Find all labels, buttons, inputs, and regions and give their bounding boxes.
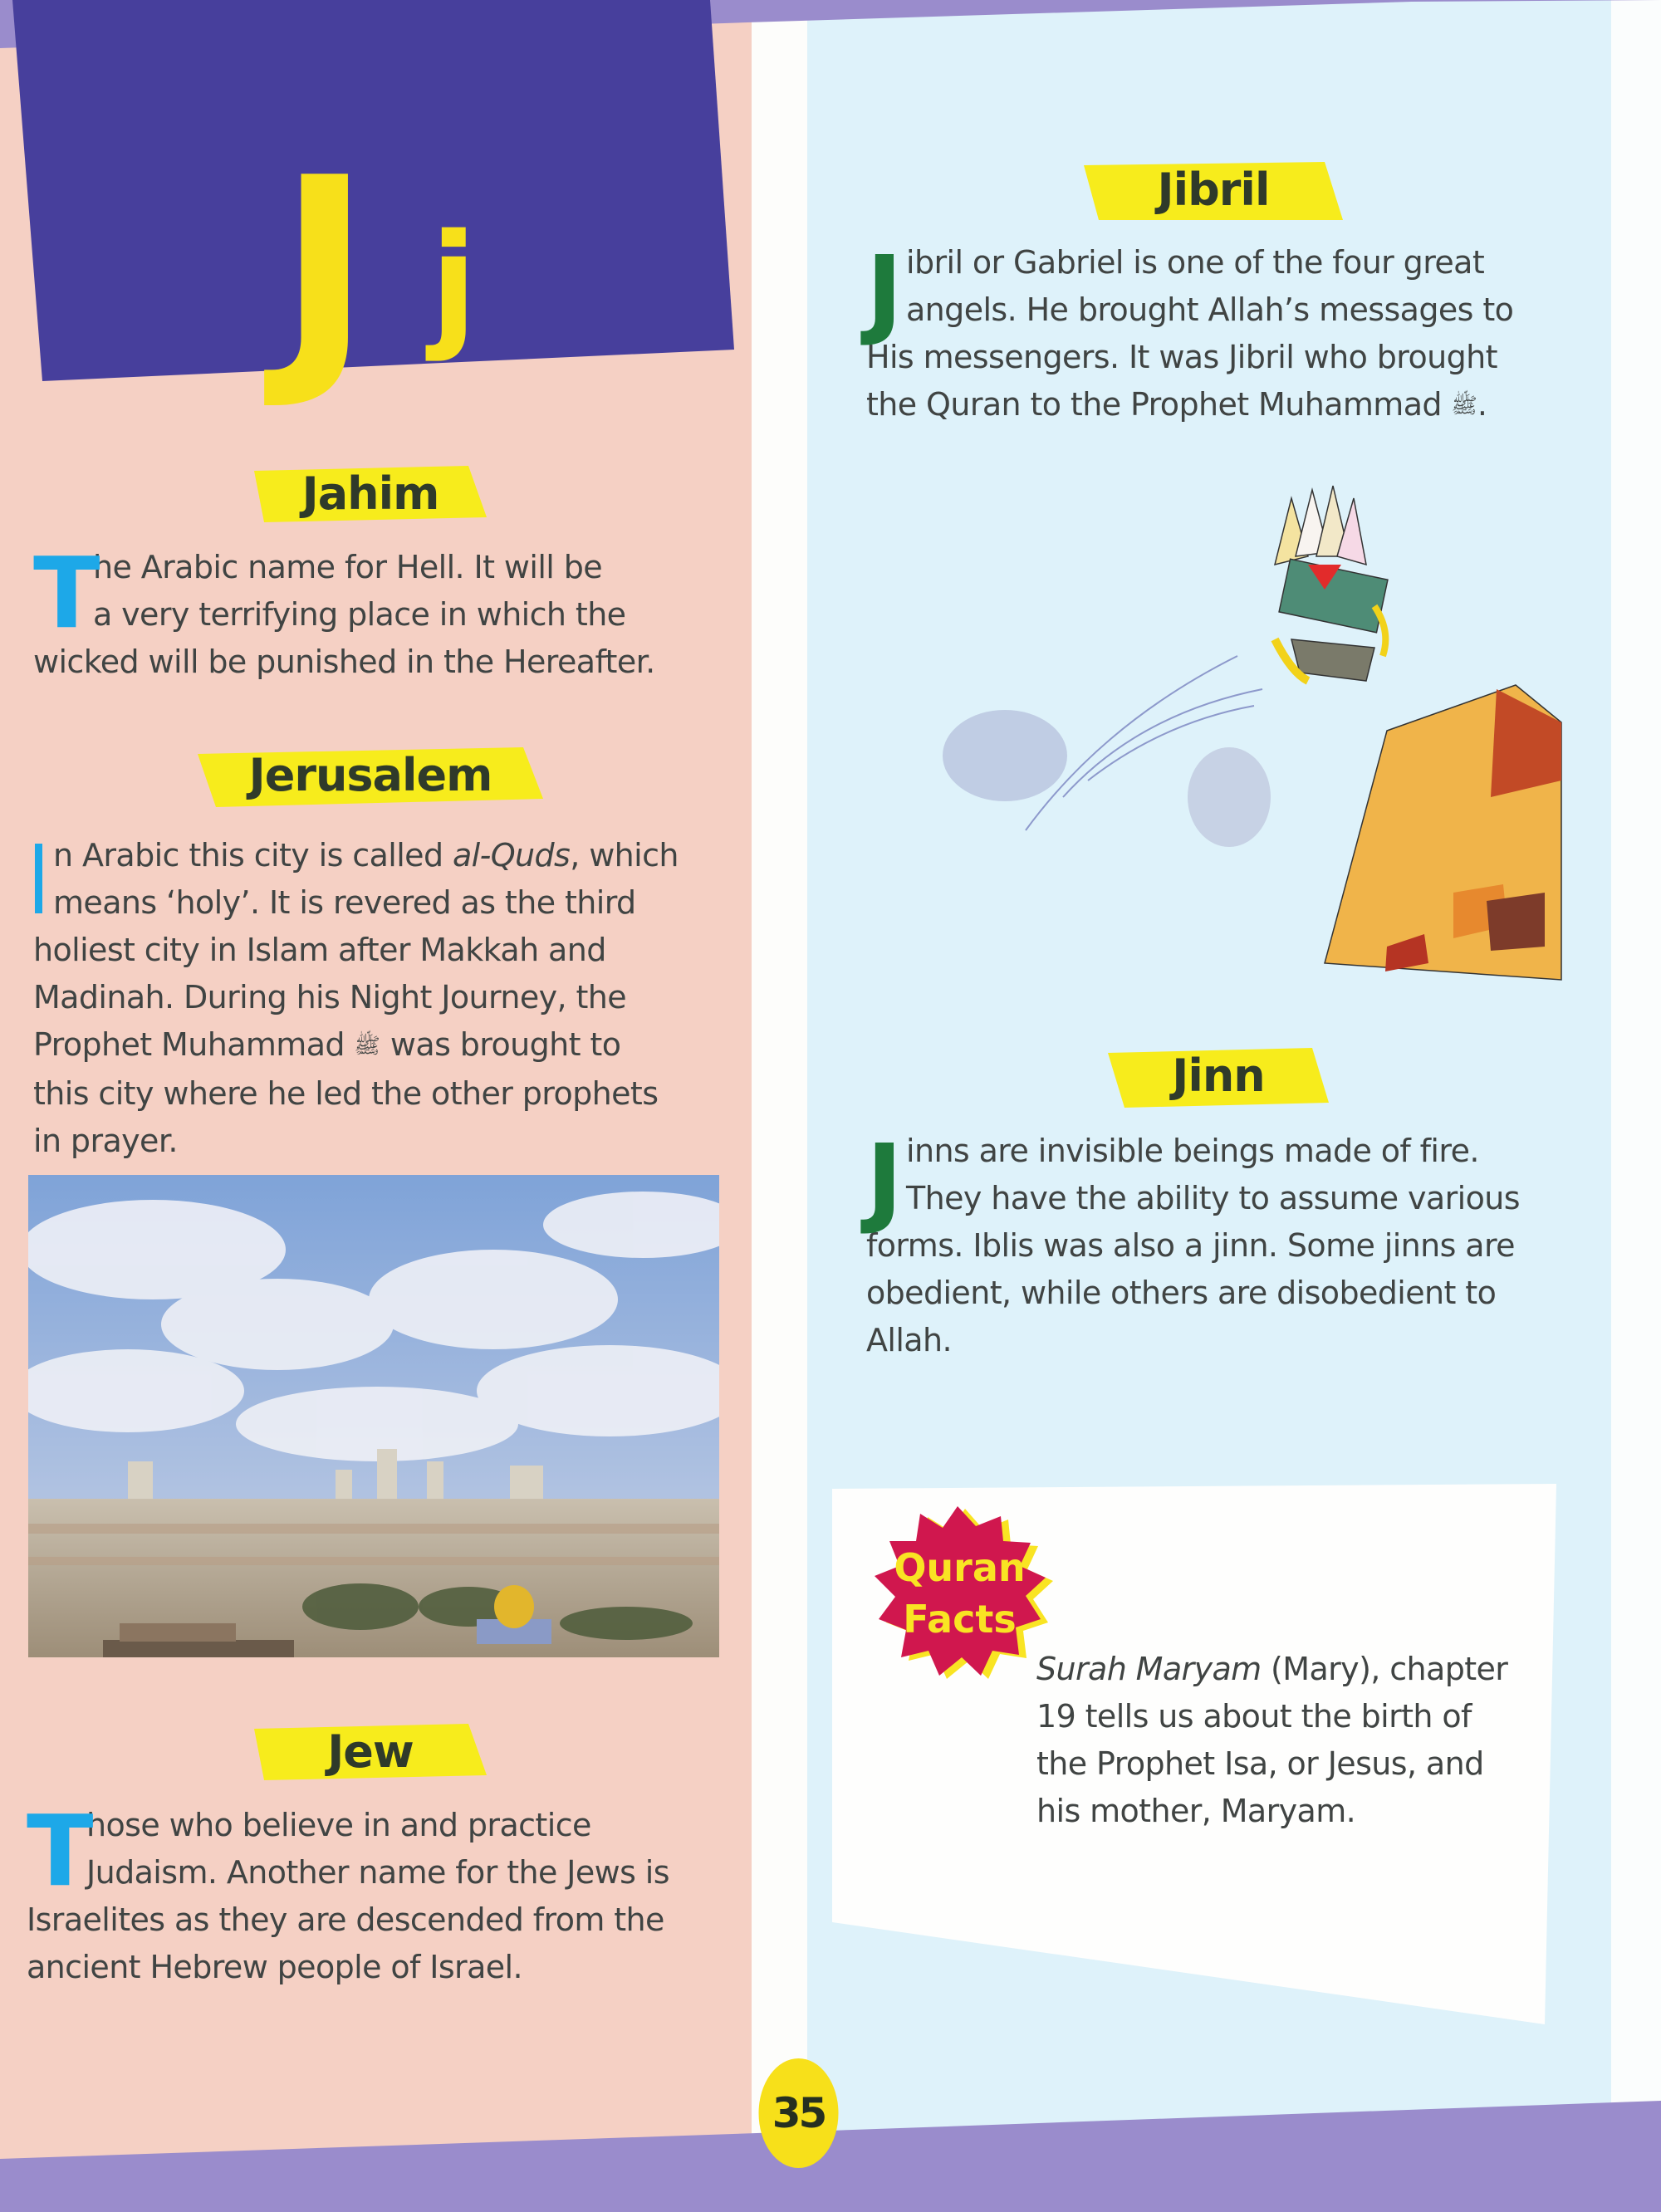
heading-jinn-text: Jinn — [1172, 1050, 1265, 1102]
text-line: means ‘holy’. It is revered as the third — [53, 884, 636, 921]
text-line: holiest city in Islam after Makkah and — [33, 932, 606, 968]
text-line: angels. He brought Allah’s messages to — [906, 291, 1514, 328]
badge-line-facts: Facts — [903, 1597, 1017, 1642]
entry-jibril-body — [866, 234, 1597, 430]
text-line: ancient Hebrew people of Israel. — [27, 1949, 522, 1985]
heading-jew — [254, 1724, 487, 1780]
pbuh-ligature-icon: ﷺ — [1451, 394, 1477, 418]
text-line: His messengers. It was Jibril who brought — [866, 339, 1497, 375]
drop-cap: T — [27, 1794, 93, 1908]
heading-jibril-text: Jibril — [1157, 164, 1270, 216]
drop-cap: J — [866, 1123, 903, 1237]
text-line: obedient, while others are disobedient to — [866, 1275, 1497, 1311]
heading-jahim — [254, 466, 487, 522]
throne-icon — [1275, 486, 1388, 681]
text-line: Prophet Muhammad ﷺ was brought to — [33, 1026, 621, 1063]
text-line: a very terrifying place in which the — [93, 596, 626, 633]
text-line: 19 tells us about the birth of — [1036, 1698, 1472, 1735]
text-line: wicked will be punished in the Hereafter. — [33, 644, 655, 680]
text-line: his mother, Maryam. — [1036, 1793, 1356, 1829]
quran-facts-body — [1036, 1646, 1551, 1835]
heading-jew-text: Jew — [327, 1725, 414, 1778]
heading-jahim-text: Jahim — [301, 467, 439, 520]
heading-jerusalem — [198, 747, 543, 804]
heading-jibril — [1084, 162, 1343, 218]
rock-icon — [1325, 685, 1561, 980]
heading-jerusalem-text: Jerusalem — [248, 749, 492, 801]
jerusalem-photo — [28, 1175, 719, 1657]
text-line: inns are invisible beings made of fire. — [906, 1133, 1479, 1169]
page-number-badge — [757, 2057, 840, 2170]
text-line: Judaism. Another name for the Jews is — [86, 1854, 669, 1891]
pbuh-ligature-icon: ﷺ — [354, 1034, 380, 1059]
text-line: this city where he led the other prophets — [33, 1075, 659, 1112]
quran-facts-badge — [854, 1505, 1066, 1683]
entry-jahim-body — [33, 536, 747, 686]
drop-cap: T — [33, 536, 100, 650]
entry-jinn-body — [866, 1123, 1597, 1364]
text-line: ibril or Gabriel is one of the four great — [906, 244, 1485, 281]
text-line: Surah Maryam (Mary), chapter — [1036, 1651, 1508, 1687]
text-line: Madinah. During his Night Journey, the — [33, 979, 627, 1015]
letter-box-background — [0, 0, 747, 390]
text-line: in prayer. — [33, 1123, 178, 1159]
text-line: the Quran to the Prophet Muhammad ﷺ. — [866, 386, 1487, 423]
text-line: They have the ability to assume various — [906, 1180, 1520, 1216]
entry-jew-body — [27, 1794, 749, 1991]
text-line: the Prophet Isa, or Jesus, and — [1036, 1745, 1484, 1782]
big-letter-uppercase: J — [278, 125, 371, 414]
big-letter-lowercase: j — [430, 204, 478, 364]
badge-line-quran: Quran — [894, 1545, 1026, 1590]
text-line: forms. Iblis was also a jinn. Some jinns are — [866, 1227, 1515, 1264]
heading-jinn — [1108, 1048, 1329, 1104]
text-line: he Arabic name for Hell. It will be — [93, 549, 603, 585]
drop-cap-bar — [35, 844, 42, 913]
text-line: Israelites as they are descended from the — [27, 1901, 664, 1938]
text-line: n Arabic this city is called al-Quds, which — [53, 837, 679, 874]
text-line: Allah. — [866, 1322, 952, 1358]
cloud-icon — [943, 710, 1271, 847]
entry-jerusalem-body — [33, 832, 747, 1165]
jibril-illustration — [872, 448, 1619, 996]
column-gutter — [752, 0, 807, 2212]
text-line: hose who believe in and practice — [86, 1807, 591, 1843]
page-right-margin — [1611, 0, 1661, 2212]
drop-cap: J — [866, 234, 903, 349]
page-number: 35 — [772, 2089, 826, 2137]
jerusalem-skyline-image — [28, 1175, 719, 1657]
